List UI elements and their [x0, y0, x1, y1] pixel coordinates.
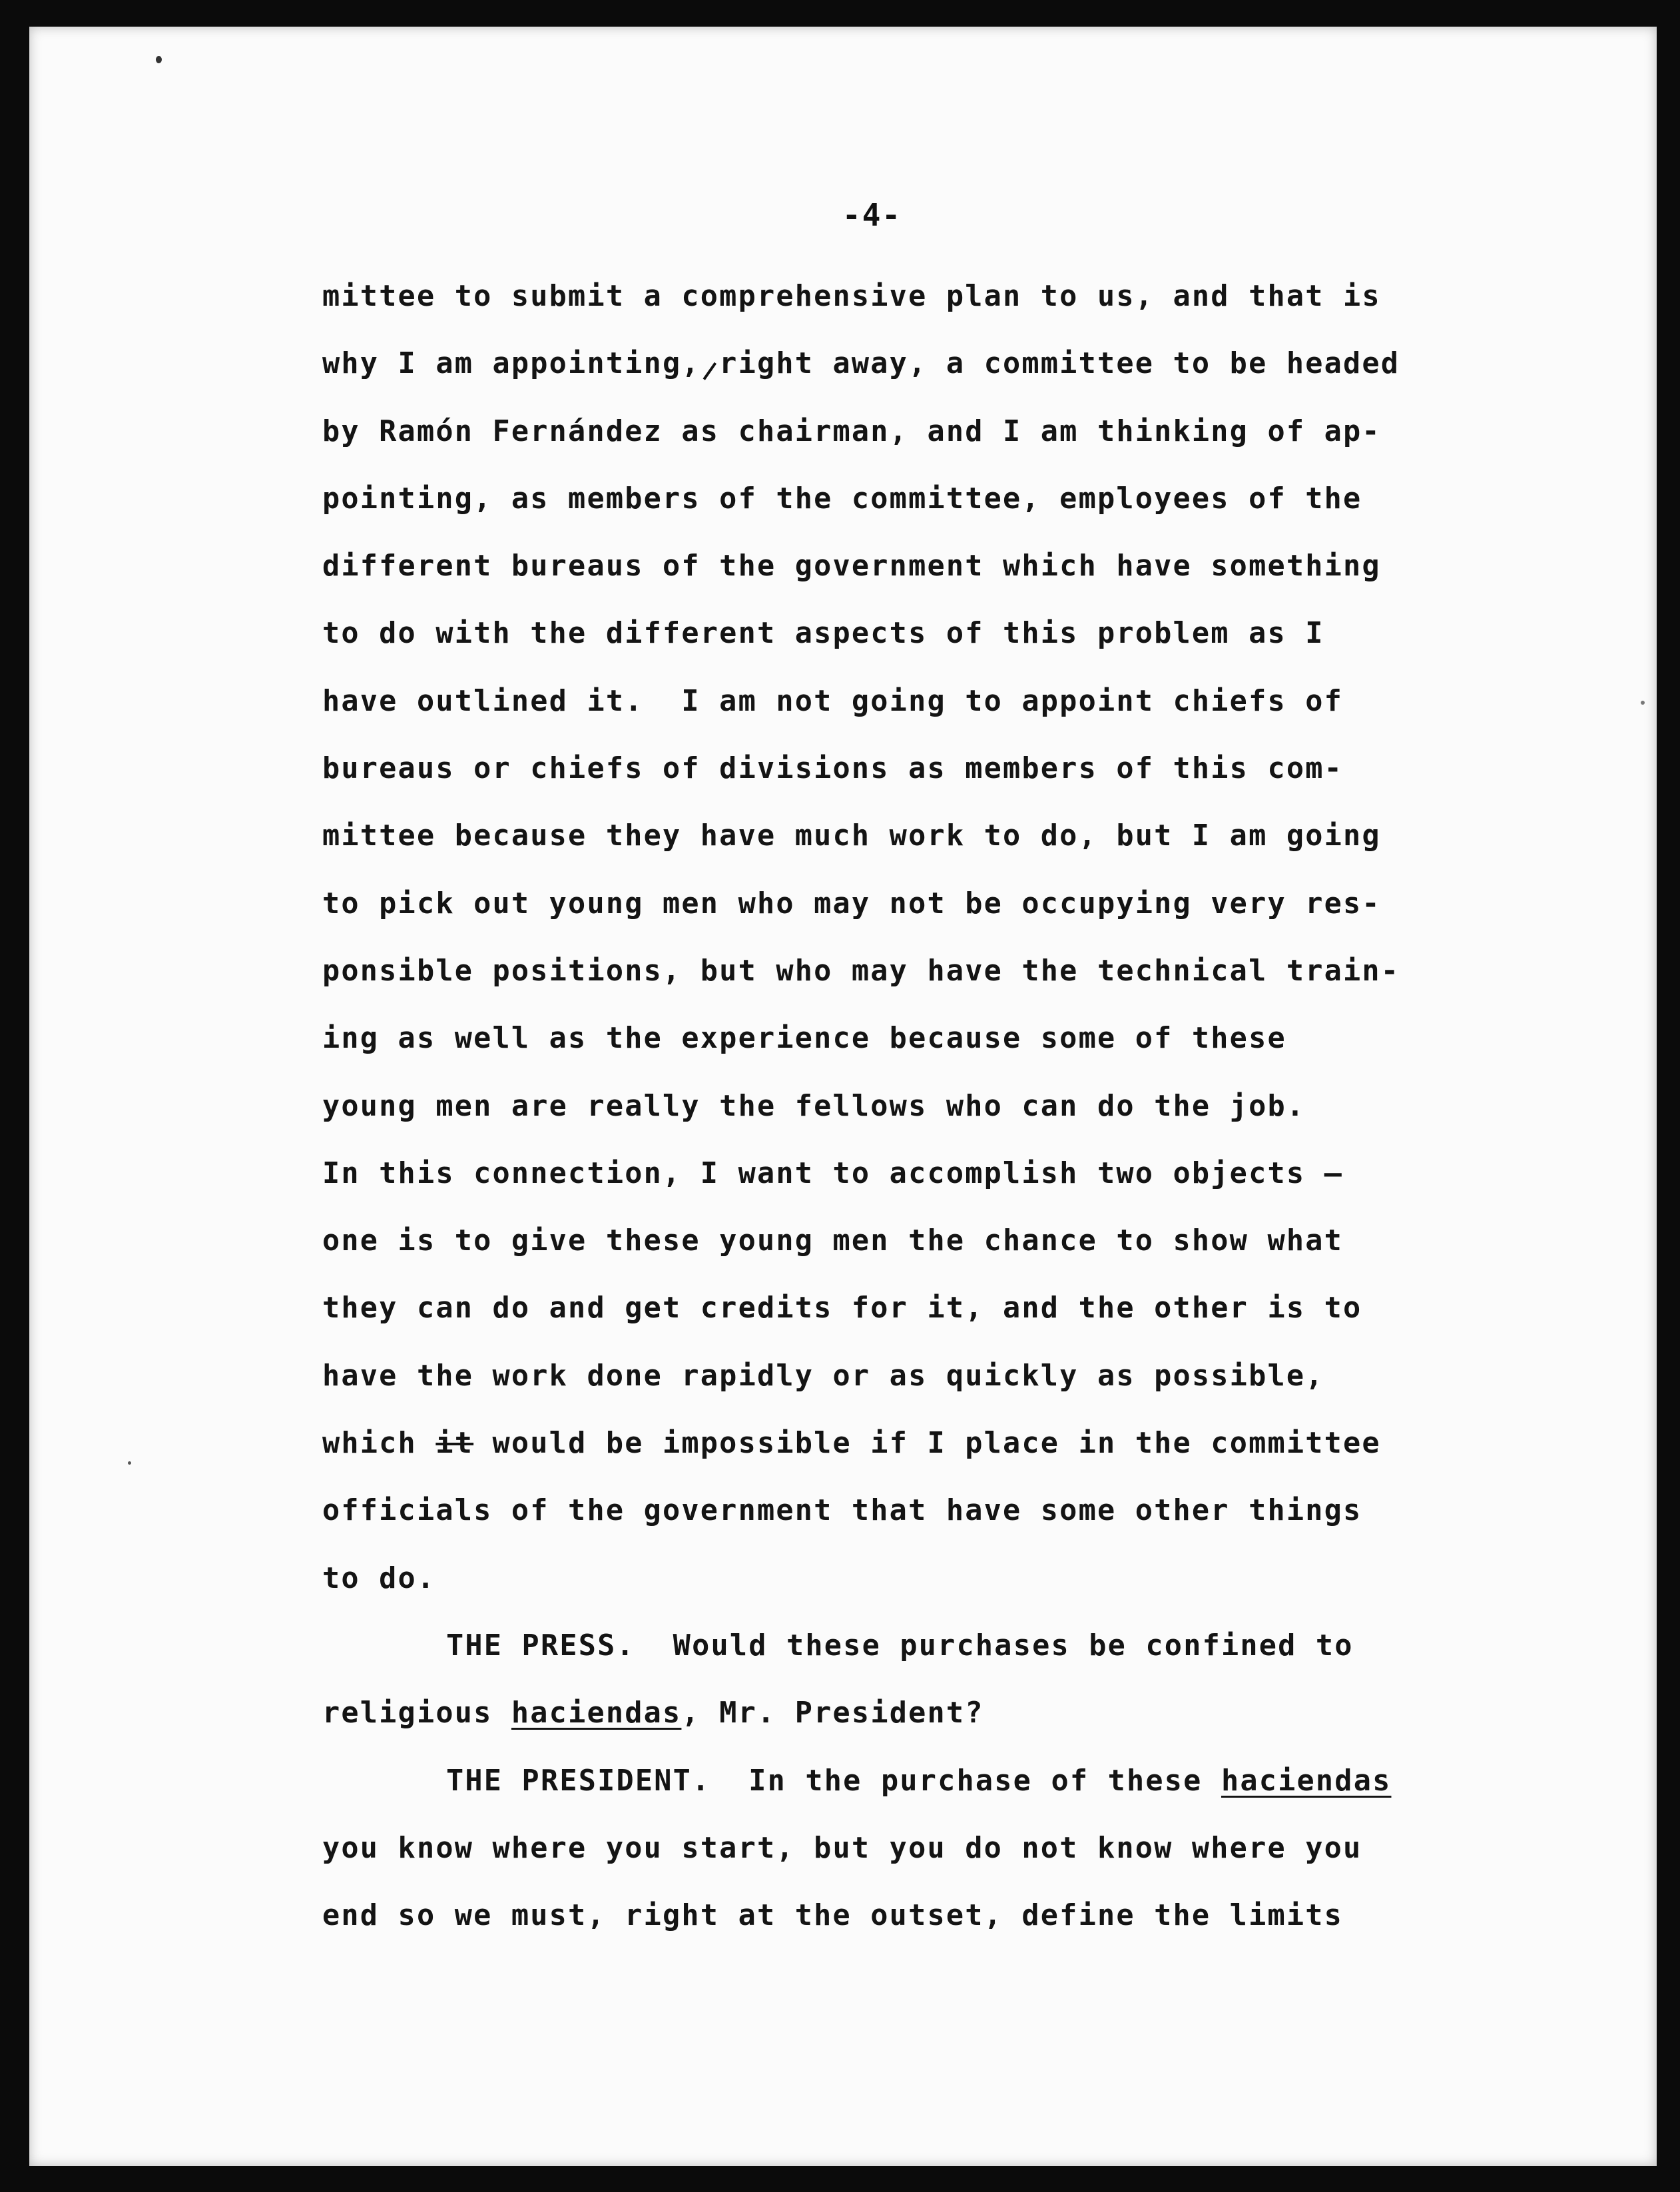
- text-fragment: which: [322, 1427, 436, 1461]
- text-line: officials of the government that have some other things: [322, 1494, 1362, 1528]
- question-text: Would these purchases be confined to: [635, 1629, 1354, 1662]
- text-line: In this connection, I want to accomplish two objects —: [322, 1156, 1344, 1190]
- ink-speck: [1641, 701, 1645, 705]
- text-fragment: religious: [322, 1696, 511, 1730]
- ink-speck: [128, 1461, 131, 1465]
- press-question-line: [322, 1680, 1494, 1747]
- text-line: to do.: [322, 1561, 436, 1595]
- press-question-line: [322, 1613, 1494, 1680]
- text-line: why I am appointing, right away, a committee to be headed: [322, 347, 1400, 381]
- president-answer-line: end so we must, right at the outset, define the limits: [322, 1899, 1344, 1933]
- underlined-word: haciendas: [1221, 1764, 1392, 1798]
- text-line: have outlined it. I am not going to appoint chiefs of: [322, 684, 1344, 718]
- speaker-press: THE PRESS.: [446, 1629, 635, 1662]
- text-line: pointing, as members of the committee, employees of the: [322, 482, 1362, 516]
- text-line-with-strikeout: [322, 1410, 1494, 1477]
- text-line: bureaus or chiefs of divisions as members of this com-: [322, 752, 1344, 786]
- text-fragment: In the purchase of these: [710, 1764, 1221, 1798]
- transcript-body: [322, 263, 1494, 1950]
- text-line: one is to give these young men the chance to show what: [322, 1224, 1344, 1258]
- text-line: different bureaus of the government which have something: [322, 549, 1381, 583]
- text-line: young men are really the fellows who can do the job.: [322, 1089, 1306, 1123]
- text-line: they can do and get credits for it, and the other is to: [322, 1291, 1362, 1325]
- text-fragment: , Mr. President?: [681, 1696, 984, 1730]
- text-line: ing as well as the experience because some of these: [322, 1022, 1286, 1056]
- text-line: ponsible positions, but who may have the technical train-: [322, 954, 1400, 988]
- text-line: to pick out young men who may not be occupying very res-: [322, 887, 1381, 920]
- president-answer-line: [322, 1748, 1494, 1815]
- text-line: to do with the different aspects of this problem as I: [322, 617, 1324, 651]
- page-number: -4-: [842, 197, 902, 233]
- underlined-word: haciendas: [511, 1696, 682, 1730]
- speaker-president: THE PRESIDENT.: [446, 1764, 711, 1798]
- struck-out-word: it: [435, 1427, 474, 1461]
- president-answer-line: you know where you start, but you do not know where you: [322, 1831, 1362, 1865]
- text-fragment: would be impossible if I place in the committee: [473, 1427, 1381, 1461]
- text-line: have the work done rapidly or as quickly as possible,: [322, 1359, 1324, 1393]
- text-line: mittee because they have much work to do, but I am going: [322, 819, 1381, 853]
- text-line: by Ramón Fernández as chairman, and I am thinking of ap-: [322, 414, 1381, 448]
- ink-speck: [156, 56, 162, 63]
- text-line: mittee to submit a comprehensive plan to us, and that is: [322, 280, 1381, 313]
